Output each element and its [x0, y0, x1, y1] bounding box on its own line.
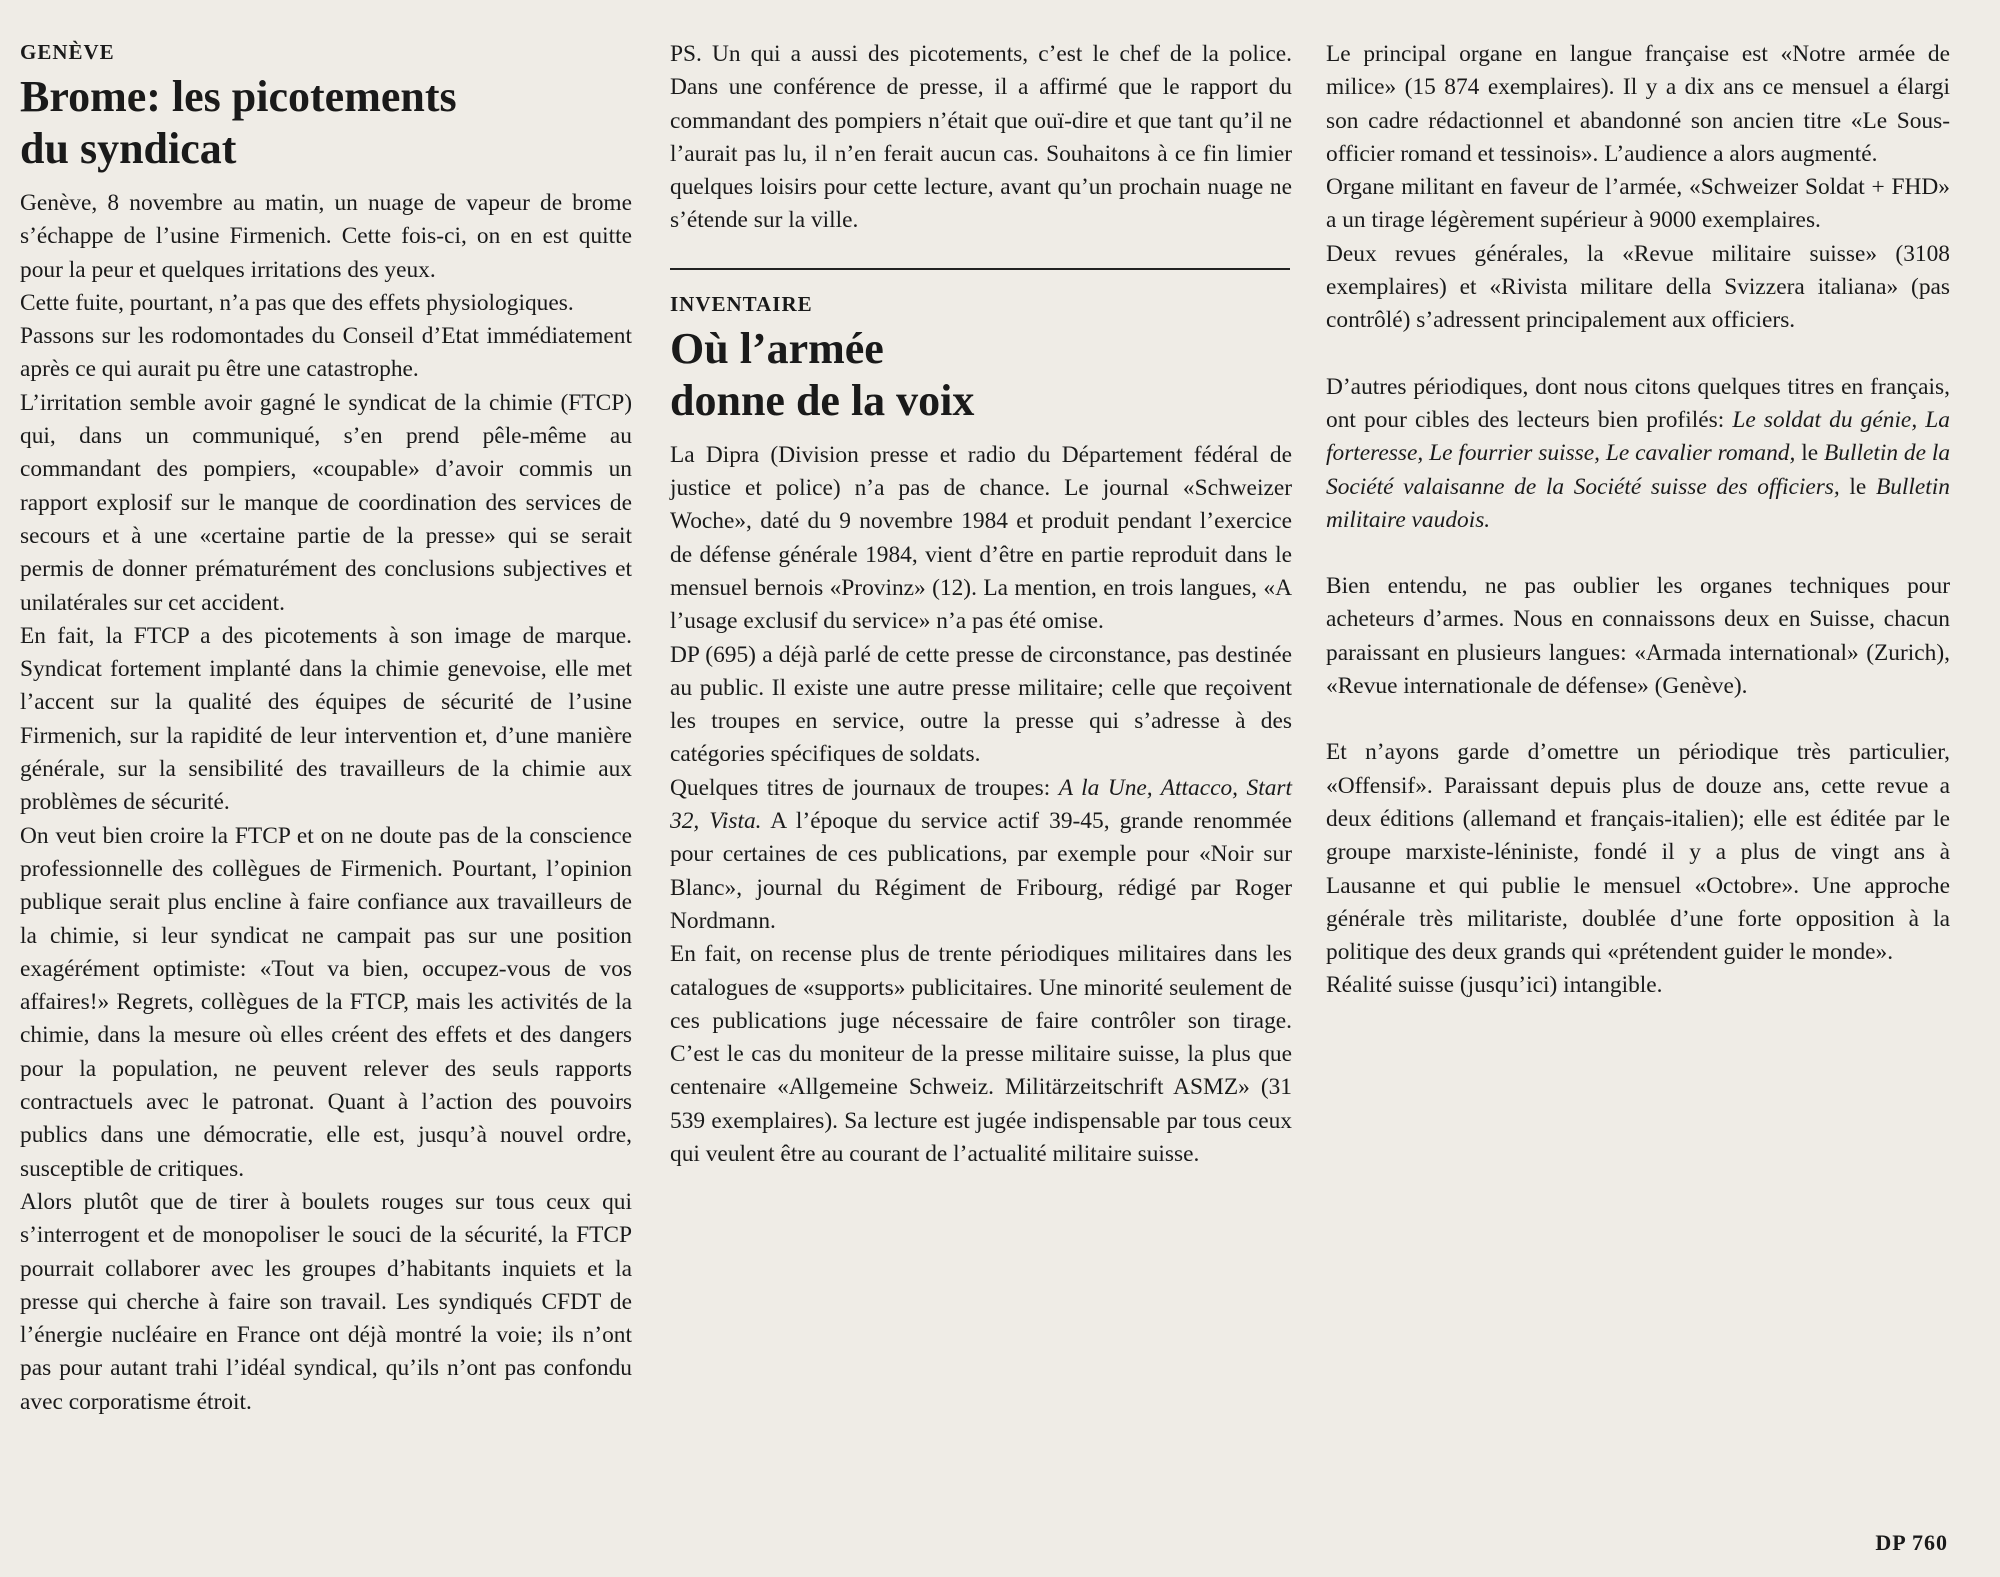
article1-paragraph: En fait, la FTCP a des picotements à son image de marque. Syndicat fortement implanté dans la chimie genevoise, elle met l’accent sur la qualité des équipes de sécurité de l’usine Firmenich, sur la rapidité de leur intervention et, d’une manière générale, sur la sensibilité des travailleurs de la chimie aux problèmes de sécurité.	[20, 622, 632, 816]
article1-headline-line1: Brome: les picotements	[20, 72, 457, 121]
article2-paragraph: En fait, on recense plus de trente périodiques militaires dans les catalogues de «supports» publicitaires. Une minorité seulement de ces publications juge nécessaire de faire contrôler son tirage. C’est le cas du moniteur de la presse militaire suisse, la plus que centenaire «Allgemeine Schweiz. Militärzeitschrift ASMZ» (31 539 exemplaires). Sa lecture est jugée indispensable par tous ceux qui veulent être au courant de l’actualité militaire suisse.	[670, 941, 1292, 1168]
paragraph-gap	[1326, 703, 1950, 736]
article2-paragraph	[1326, 371, 1950, 537]
article1-postscript: PS. Un qui a aussi des picotements, c’est le chef de la police. Dans une conférence de presse, il a affirmé que le rapport du commandant des pompiers n’était que ouï-dire et que tant qu’il ne l’aurait pas lu, il n’en ferait aucun cas. Souhaitons à ce fin limier quelques loisirs pour cette lecture, avant qu’un prochain nuage ne s’étende sur la ville.	[670, 41, 1292, 234]
article2-paragraph: Le principal organe en langue française est «Notre armée de milice» (15 874 exemplaires). Il y a dix ans ce mensuel a élargi son cadre rédactionnel et abandonné son ancien titre «Le Sous-officier romand et tessinois». L’audience a alors augmenté.	[1326, 41, 1950, 167]
article1-paragraph: Passons sur les rodomontades du Conseil d’Etat immédiatement après ce qui aurait pu être une catastrophe.	[20, 323, 632, 383]
article1-paragraph: L’irritation semble avoir gagné le syndicat de la chimie (FTCP) qui, dans un communiqué, s’en prend pêle-même au commandant des pompiers, «coupable» d’avoir commis un rapport explosif sur le manque de coordination des services de secours et à une «certaine partie de la presse» qui se serait permis de donner prématurément des conclusions subjectives et unilatérales sur cet accident.	[20, 389, 632, 616]
article2-paragraph: DP (695) a déjà parlé de cette presse de circonstance, pas destinée au public. Il existe une autre presse militaire; celle que reçoivent les troupes en service, outre la presse qui s’adresse à des catégories spécifiques de soldats.	[670, 641, 1292, 768]
article1-headline-line2: du syndicat	[20, 124, 237, 173]
article1-headline	[20, 71, 632, 175]
article1-paragraph: Alors plutôt que de tirer à boulets rouges sur tous ceux qui s’interrogent et de monopoliser le souci de la sécurité, la FTCP pourrait collaborer avec les groupes d’habitants inquiets et la presse qui cherche à faire son travail. Les syndiqués CFDT de l’énergie nucléaire en France ont déjà montré la voie; ils n’ont pas pour autant trahi l’idéal syndical, qu’ils n’ont pas confondu avec corporatisme étroit.	[20, 1188, 632, 1415]
p3-lead: Quelques titres de journaux de troupes:	[670, 774, 1059, 801]
p8-connector-2: le	[1839, 473, 1876, 500]
section-divider	[670, 268, 1290, 270]
issue-number: DP 760	[1875, 1530, 1948, 1555]
article1-kicker: GENÈVE	[20, 40, 115, 64]
periodical-titles-1: Le soldat du génie, La forteresse, Le fourrier suisse, Le cavalier romand,	[1326, 406, 1950, 467]
periodical-titles-3: Bulletin militaire vaudois.	[1326, 473, 1950, 533]
periodical-titles-2: Bulletin de la Société valaisanne de la Société suisse des officiers,	[1326, 440, 1951, 500]
p8-lead: D’autres périodiques, dont nous citons quelques titres en français, ont pour cibles des lecteurs bien profilés:	[1326, 373, 1950, 433]
article2-paragraph: Deux revues générales, la «Revue militaire suisse» (3108 exemplaires) et «Rivista militare della Svizzera italiana» (pas contrôlé) s’adressent principalement aux officiers.	[1326, 240, 1950, 334]
article1-paragraph: On veut bien croire la FTCP et on ne doute pas de la conscience professionnelle des collègues de Firmenich. Pourtant, l’opinion publique serait plus encline à faire confiance aux travailleurs de la chimie, si leur syndicat ne campait pas sur une position exagérément optimiste: «Tout va bien, occupez-vous de vos affaires!» Regrets, collègues de la FTCP, mais les activités de la chimie, dans la mesure où elles créent des effets et des dangers pour la population, ne peuvent relever des seuls rapports contractuels avec le patronat. Quant à l’action des pouvoirs publics dans une démocratie, elle est, jusqu’à nouvel ordre, susceptible de critiques.	[20, 822, 632, 1182]
article2-paragraph	[670, 772, 1292, 938]
article2-headline-line1: Où l’armée	[670, 323, 884, 373]
troop-journal-titles: A la Une, Attacco, Start 32, Vista.	[670, 774, 1293, 835]
article2-paragraph: Bien entendu, ne pas oublier les organes techniques pour acheteurs d’armes. Nous en connaissons deux en Suisse, chacun paraissant en plusieurs langues: «Armada international» (Zurich), «Revue internationale de défense» (Genève).	[1326, 573, 1950, 700]
article2-paragraph: Réalité suisse (jusqu’ici) intangible.	[1326, 972, 1663, 999]
article1-paragraph: Genève, 8 novembre au matin, un nuage de vapeur de brome s’échappe de l’usine Firmenich. Cette fois-ci, on en est quitte pour la peur et quelques irritations des yeux.	[20, 190, 632, 283]
paragraph-gap	[1326, 338, 1950, 371]
p3-rest: A l’époque du service actif 39-45, grande renommée pour certaines de ces publications, par exemple pour «Noir sur Blanc», journal du Régiment de Fribourg, rédigé par Roger Nordmann.	[670, 808, 1293, 934]
article2-headline	[670, 323, 1292, 427]
article2-headline-line2: donne de la voix	[670, 375, 975, 425]
article2-paragraph: Et n’ayons garde d’omettre un périodique très particulier, «Offensif». Paraissant depuis plus de douze ans, cette revue a deux éditions (allemand et français-italien); elle est éditée par le groupe marxiste-léniniste, fondé il y a plus de vingt ans à Lausanne et qui publie le mensuel «Octobre». Une approche générale très militariste, doublée d’une forte opposition à la politique des deux grands qui «prétendent guider le monde».	[1326, 739, 1950, 966]
paragraph-gap	[1326, 537, 1950, 570]
article2-paragraph: Organe militant en faveur de l’armée, «Schweizer Soldat + FHD» a un tirage légèrement supérieur à 9000 exemplaires.	[1326, 174, 1950, 234]
p8-connector-1: le	[1795, 440, 1824, 467]
article2-paragraph: La Dipra (Division presse et radio du Département fédéral de justice et police) n’a pas de chance. Le journal «Schweizer Woche», daté du 9 novembre 1984 et produit pendant l’exercice de défense générale 1984, vient d’être en partie reproduit dans le mensuel bernois «Provinz» (12). La mention, en trois langues, «A l’usage exclusif du service» n’a pas été omise.	[670, 441, 1292, 635]
article1-paragraph: Cette fuite, pourtant, n’a pas que des effets physiologiques.	[20, 289, 574, 316]
column-3	[1326, 30, 1950, 1003]
article2-kicker: INVENTAIRE	[670, 291, 813, 316]
column-1	[20, 30, 632, 1419]
column-2	[670, 30, 1292, 1171]
